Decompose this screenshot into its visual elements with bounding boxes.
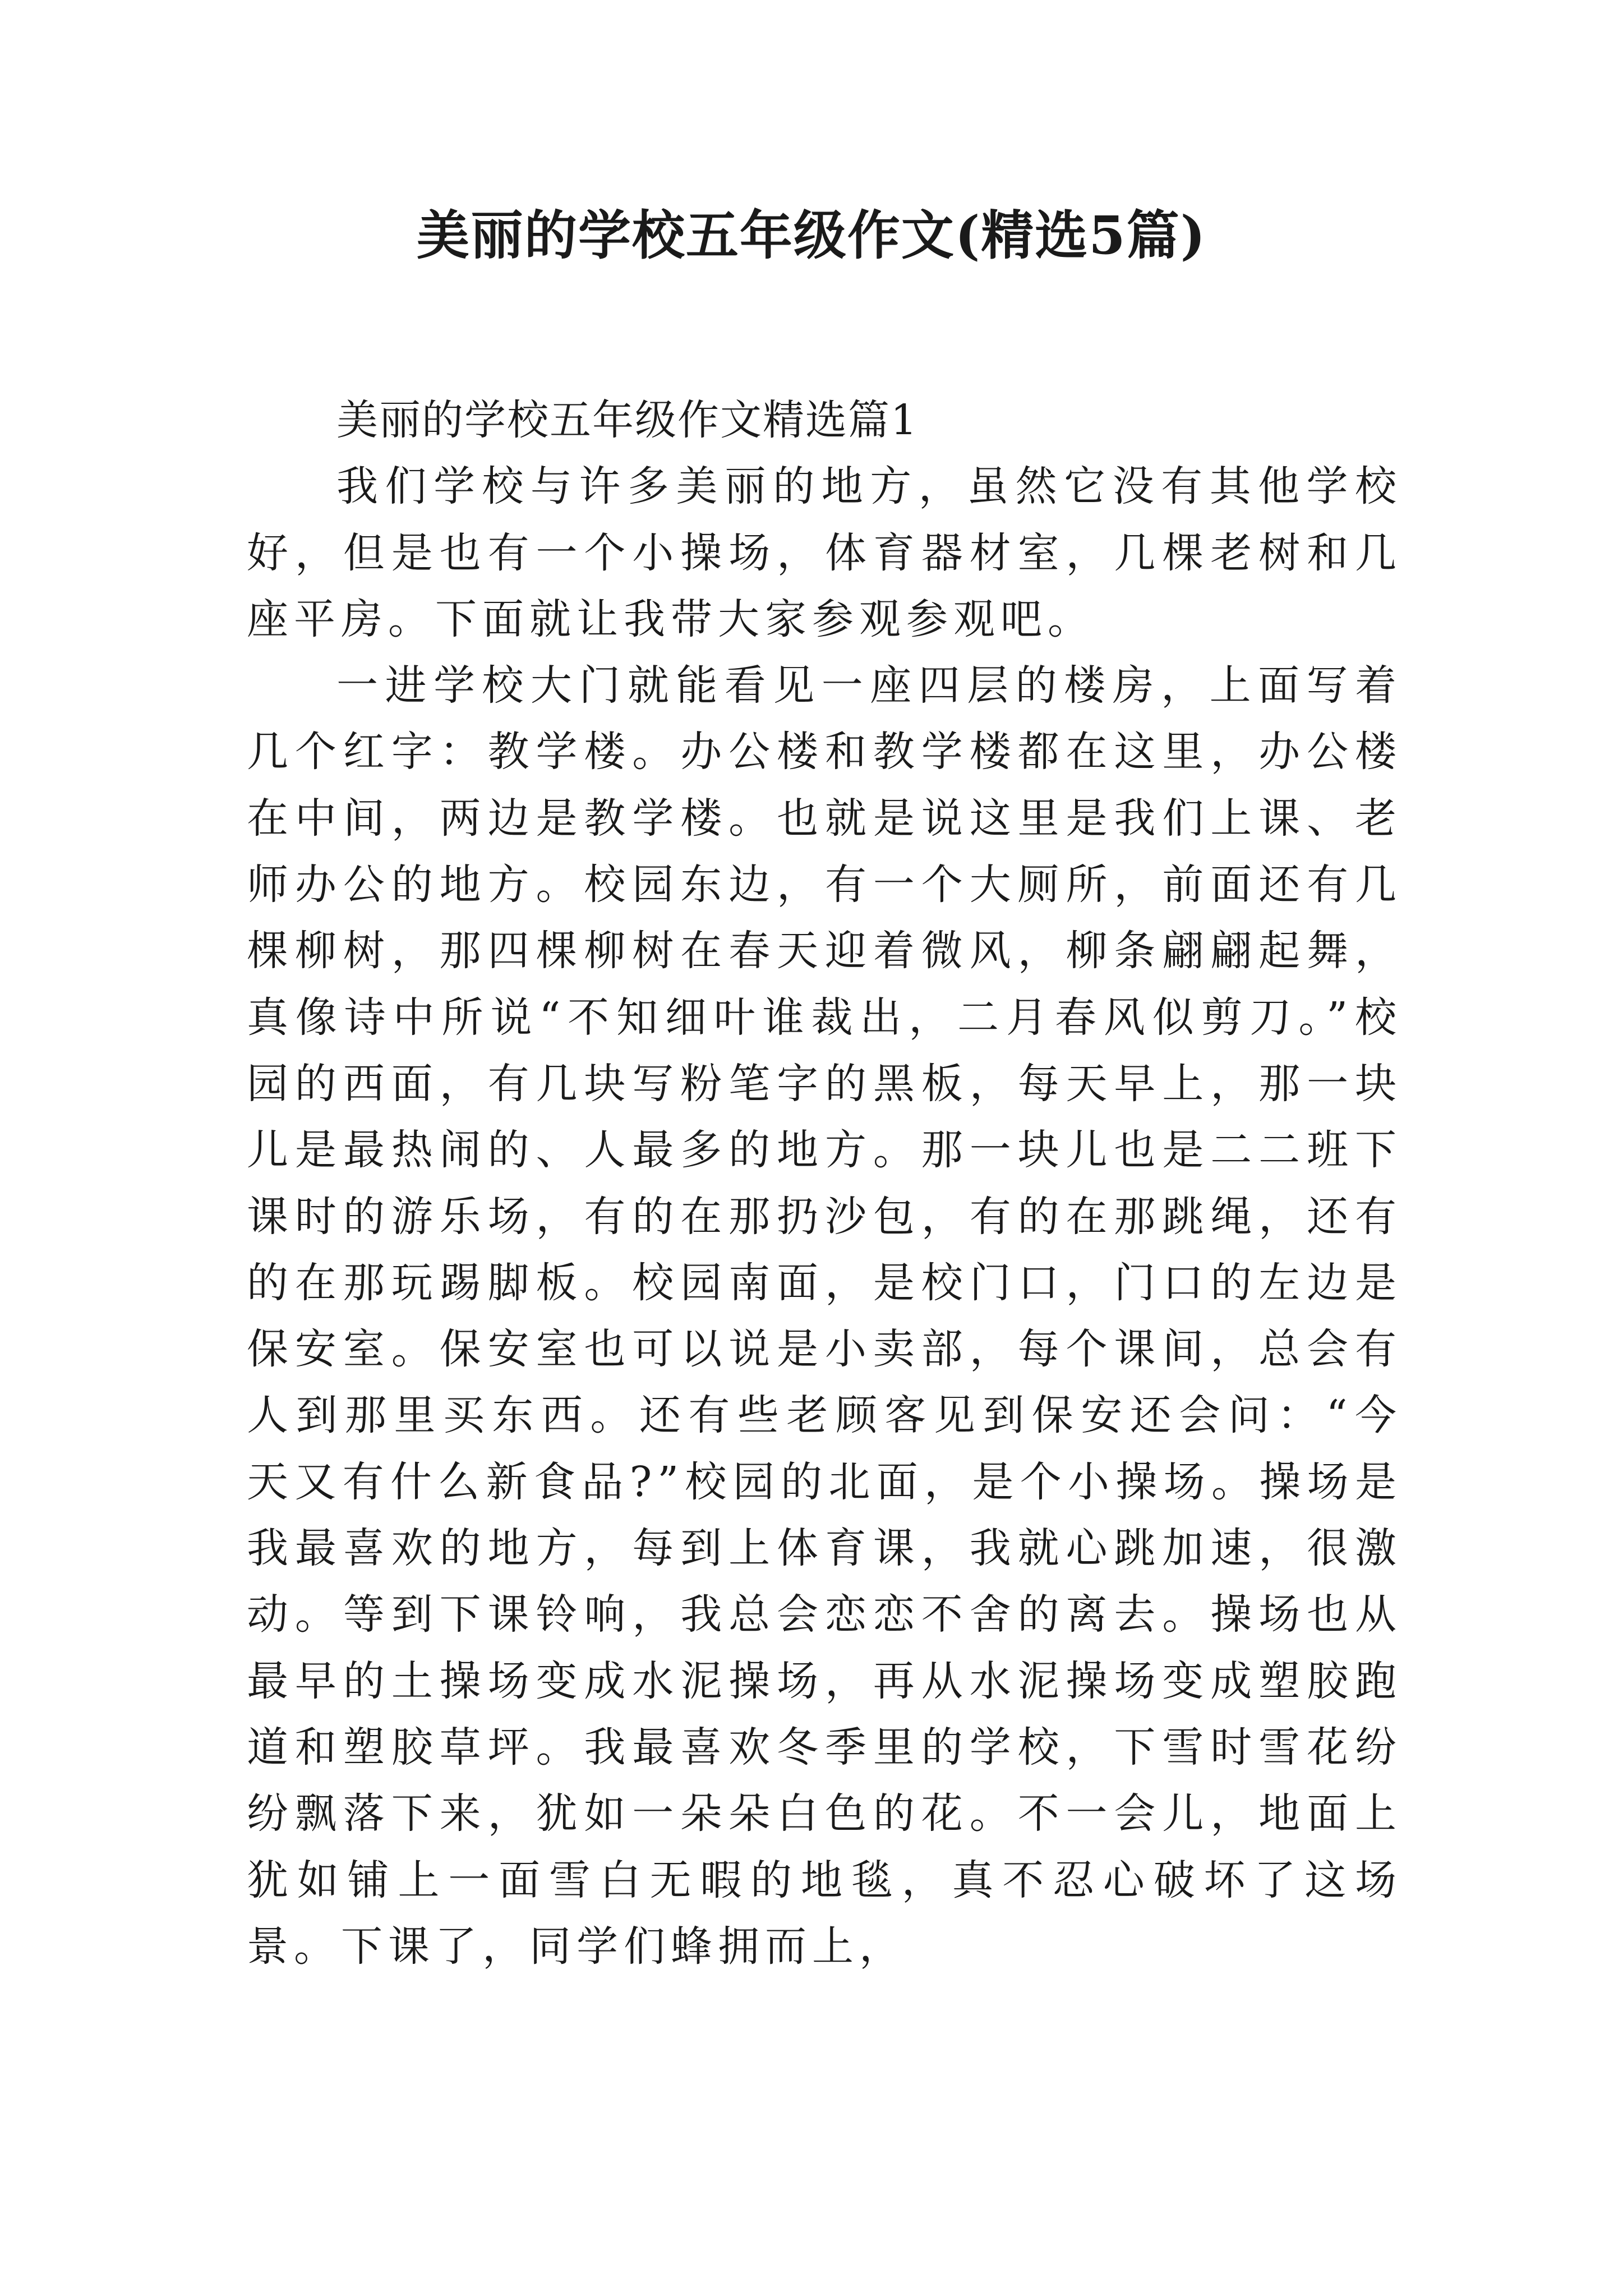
paragraph-2: 一进学校大门就能看见一座四层的楼房，上面写着几个红字：教学楼。办公楼和教学楼都在这里，办公楼在中间，两边是教学楼。也就是说这里是我们上课、老师办公的地方。校园东边，有一个大厕所，前面还有几棵柳树，那四棵柳树在春天迎着微风，柳条翩翩起舞，真像诗中所说“不知细叶谁裁出，二月春风似剪刀。”校园的西面，有几块写粉笔字的黑板，每天早上，那一块儿是最热闹的、人最多的地方。那一块儿也是二二班下课时的游乐场，有的在那扔沙包，有的在那跳绳，还有的在那玩踢脚板。校园南面，是校门口，门口的左边是保安室。保安室也可以说是小卖部，每个课间，总会有人到那里买东西。还有些老顾客见到保安还会问：“今天又有什么新食品?”校园的北面，是个小操场。操场是我最喜欢的地方，每到上体育课，我就心跳加速，很激动。等到下课铃响，我总会恋恋不舍的离去。操场也从最早的土操场变成水泥操场，再从水泥操场变成塑胶跑道和塑胶草坪。我最喜欢冬季里的学校，下雪时雪花纷纷飘落下来，犹如一朵朵白色的花。不一会儿，地面上犹如铺上一面雪白无暇的地毯，真不忍心破坏了这场景。下课了，同学们蜂拥而上， <box>247 661 1402 1971</box>
document-body <box>247 387 1402 1980</box>
document-title: 美丽的学校五年级作文(精选5篇) <box>416 205 1207 266</box>
section-heading: 美丽的学校五年级作文精选篇1 <box>336 396 919 444</box>
paragraph-1: 我们学校与许多美丽的地方，虽然它没有其他学校好，但是也有一个小操场，体育器材室，几棵老树和几座平房。下面就让我带大家参观参观吧。 <box>247 462 1402 643</box>
